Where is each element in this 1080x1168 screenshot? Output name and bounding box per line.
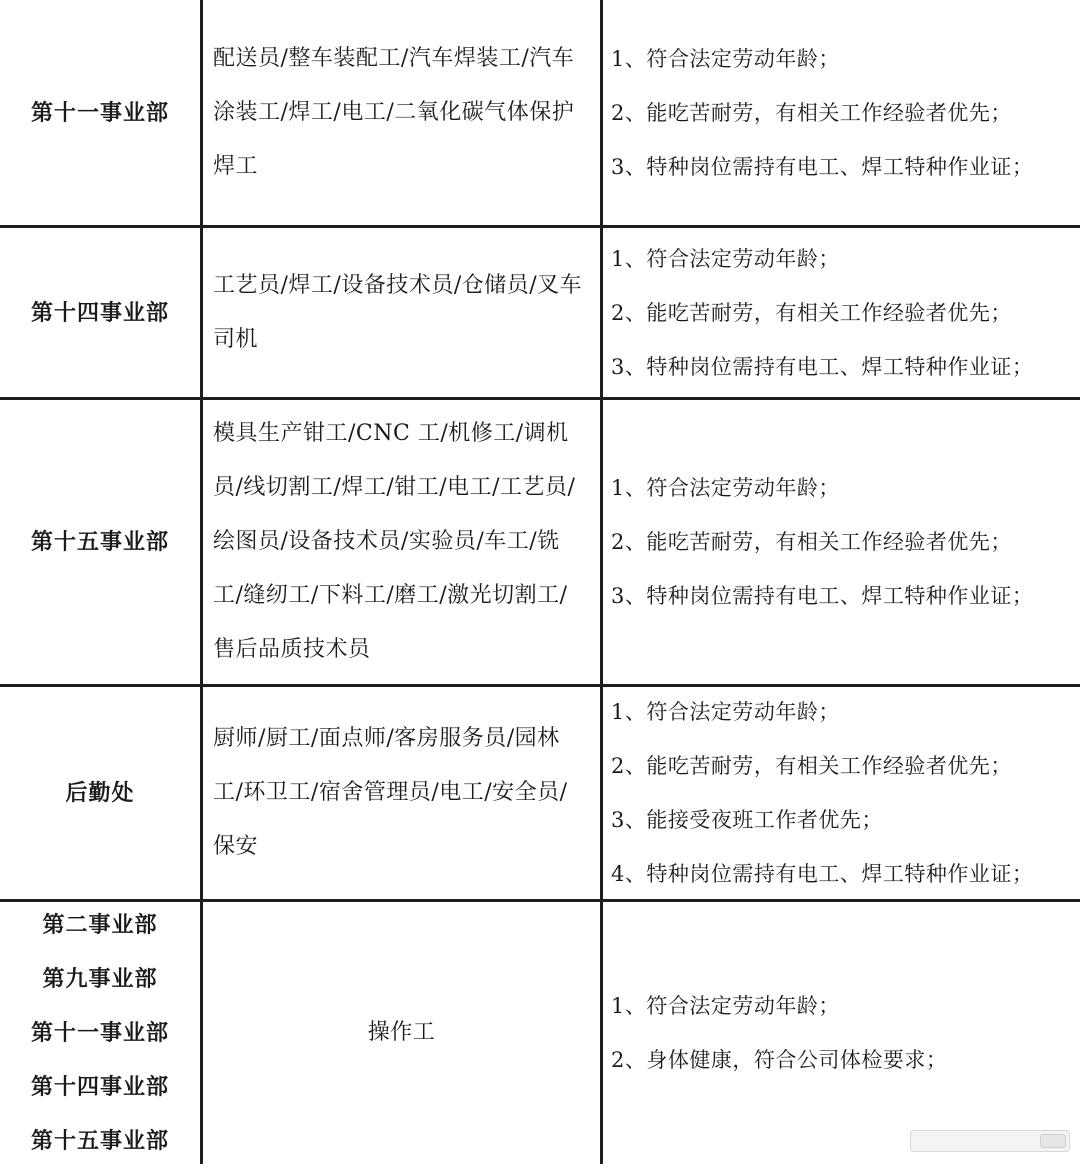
requirement-item: 2、身体健康，符合公司体检要求； bbox=[611, 1048, 948, 1072]
requirements-cell bbox=[603, 687, 1080, 899]
department-cell bbox=[0, 400, 200, 684]
requirements-cell bbox=[603, 228, 1080, 397]
department-cell bbox=[0, 902, 200, 1164]
requirements-list bbox=[611, 232, 1033, 394]
jobs-cell bbox=[203, 228, 600, 397]
jobs-cell bbox=[203, 687, 600, 899]
job-list: 厨师/厨工/面点师/客房服务员/园林工/环卫工/宿舍管理员/电工/安全员/保安 bbox=[213, 726, 568, 859]
table-row bbox=[0, 902, 1080, 1164]
requirement-item: 3、特种岗位需持有电工、焊工特种作业证； bbox=[611, 154, 1034, 179]
jobs-cell bbox=[203, 902, 600, 1164]
requirement-item: 2、能吃苦耐劳，有相关工作经验者优先； bbox=[611, 754, 1012, 778]
department-name: 第十四事业部 bbox=[30, 299, 169, 326]
requirement-item: 2、能吃苦耐劳，有相关工作经验者优先； bbox=[611, 530, 1012, 554]
requirements-cell bbox=[603, 400, 1080, 684]
requirement-item: 2、能吃苦耐劳，有相关工作经验者优先； bbox=[611, 300, 1012, 325]
job-list: 工艺员/焊工/设备技术员/仓储员/叉车司机 bbox=[213, 272, 583, 352]
requirements-list bbox=[611, 461, 1033, 623]
department-name: 第二事业部 bbox=[42, 912, 158, 938]
requirements-list bbox=[611, 685, 1033, 901]
department-name: 第十五事业部 bbox=[30, 529, 169, 555]
requirement-item: 2、能吃苦耐劳，有相关工作经验者优先； bbox=[611, 100, 1012, 125]
requirement-item: 4、特种岗位需持有电工、焊工特种作业证； bbox=[611, 862, 1034, 886]
requirements-cell bbox=[603, 0, 1080, 225]
scrollbar-thumb[interactable] bbox=[1040, 1134, 1066, 1148]
requirement-item: 1、符合法定劳动年龄； bbox=[611, 46, 840, 71]
jobs-cell bbox=[203, 400, 600, 684]
table-row bbox=[0, 228, 1080, 397]
department-name: 第十五事业部 bbox=[30, 1128, 169, 1154]
department-name: 第十四事业部 bbox=[30, 1074, 169, 1100]
table-row bbox=[0, 0, 1080, 225]
requirement-item: 3、能接受夜班工作者优先； bbox=[611, 808, 883, 832]
requirements-list bbox=[611, 32, 1033, 194]
requirement-item: 3、特种岗位需持有电工、焊工特种作业证； bbox=[611, 354, 1034, 379]
requirement-item: 1、符合法定劳动年龄； bbox=[611, 246, 840, 271]
job-list: 配送员/整车装配工/汽车焊装工/汽车涂装工/焊工/电工/二氧化碳气体保护焊工 bbox=[213, 45, 575, 179]
department-name: 后勤处 bbox=[65, 780, 135, 806]
requirements-list bbox=[611, 979, 947, 1087]
department-name: 第九事业部 bbox=[42, 966, 158, 992]
horizontal-scrollbar[interactable] bbox=[910, 1130, 1070, 1152]
job-list: 操作工 bbox=[367, 1020, 436, 1045]
department-cell bbox=[0, 687, 200, 899]
jobs-cell bbox=[203, 0, 600, 225]
table-row bbox=[0, 687, 1080, 899]
requirements-cell bbox=[603, 902, 1080, 1164]
table-row bbox=[0, 400, 1080, 684]
requirement-item: 1、符合法定劳动年龄； bbox=[611, 476, 840, 500]
job-list: 模具生产钳工/CNC 工/机修工/调机员/线切割工/焊工/钳工/电工/工艺员/绘图员/设备技术员/实验员/车工/铣工/缝纫工/下料工/磨工/激光切割工/售后品质技术员 bbox=[213, 421, 576, 662]
department-cell bbox=[0, 0, 200, 225]
requirement-item: 3、特种岗位需持有电工、焊工特种作业证； bbox=[611, 584, 1034, 608]
department-name: 第十一事业部 bbox=[30, 99, 169, 126]
department-name: 第十一事业部 bbox=[30, 1020, 169, 1046]
requirement-item: 1、符合法定劳动年龄； bbox=[611, 994, 840, 1018]
requirement-item: 1、符合法定劳动年龄； bbox=[611, 700, 840, 724]
department-cell bbox=[0, 228, 200, 397]
